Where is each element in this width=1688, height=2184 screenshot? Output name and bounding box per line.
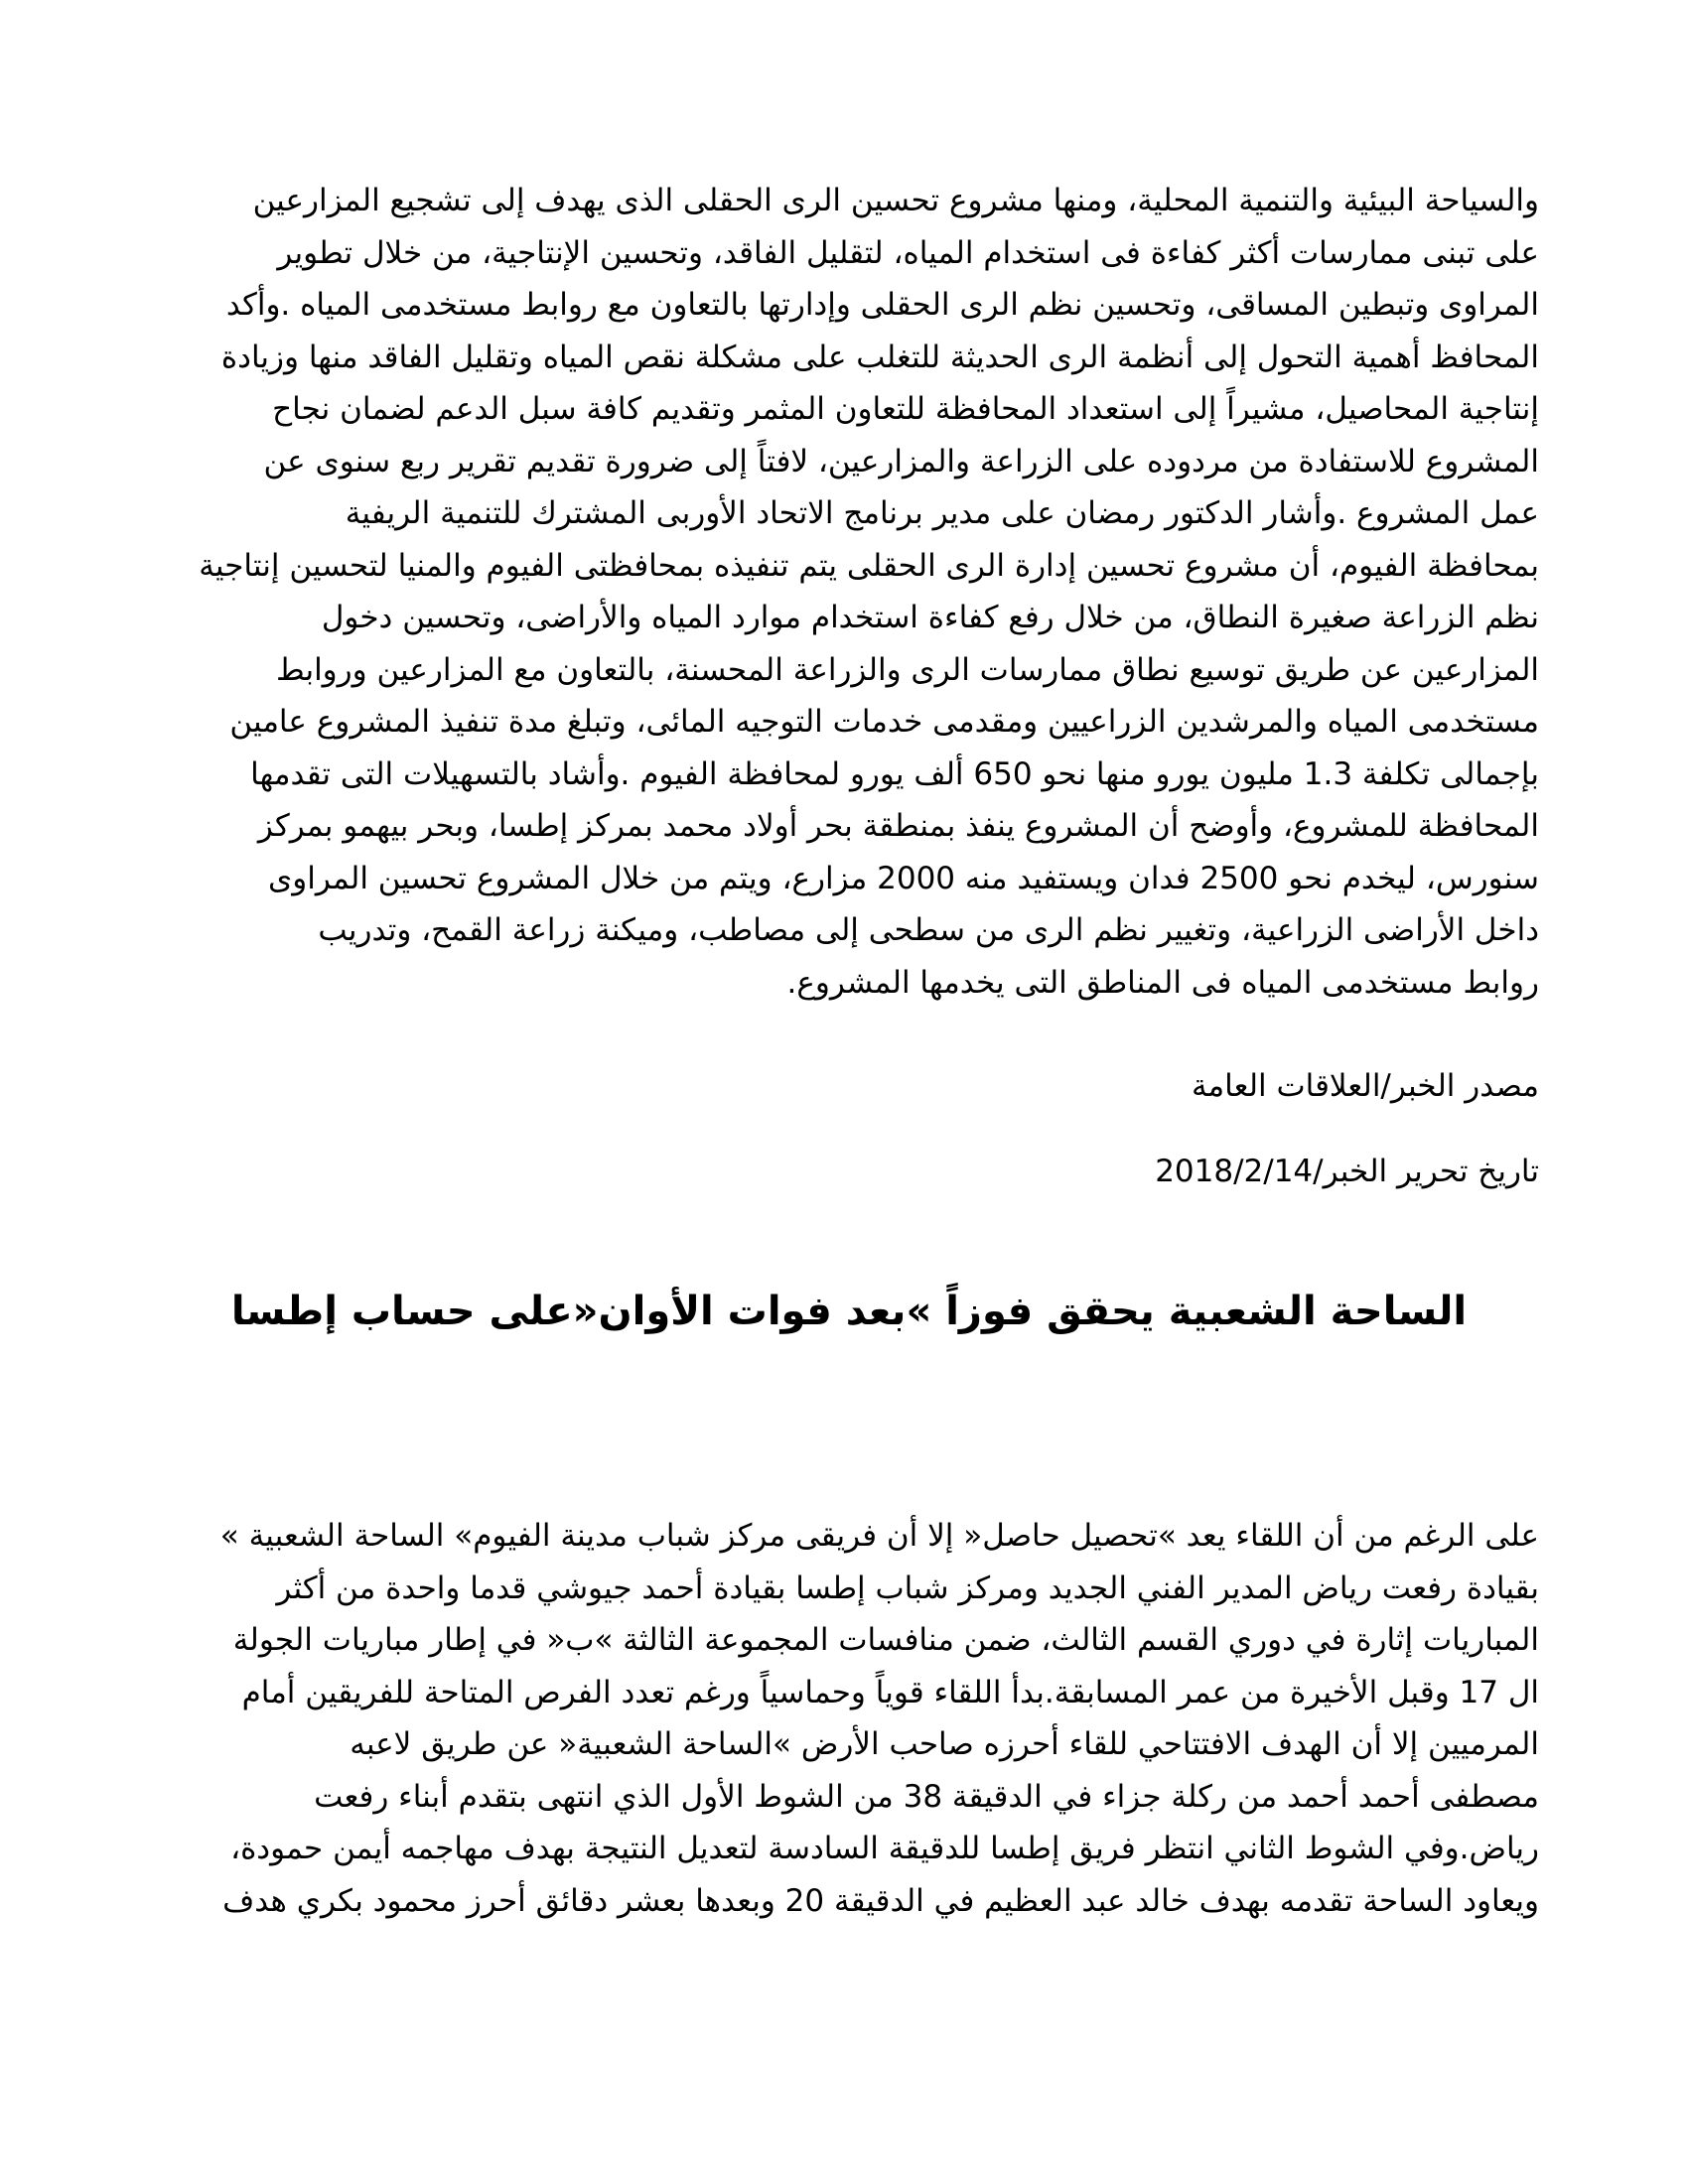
text-line: على تبنى ممارسات أكثر كفاءة فى استخدام المياه، لتقليل الفاقد، وتحسين الإنتاجية، من خلال تطوير	[277, 234, 1539, 271]
text-line: مستخدمى المياه والمرشدين الزراعيين ومقدمى خدمات التوجيه المائى، وتبلغ مدة تنفيذ المشروع عامين	[229, 704, 1539, 740]
text-line: المراوى وتبطين المساقى، وتحسين نظم الرى الحقلى وإدارتها بالتعاون مع روابط مستخدمى المياه .وأكد	[225, 287, 1539, 323]
text-line: والسياحة البيئية والتنمية المحلية، ومنها مشروع تحسين الرى الحقلى الذى يهدف إلى تشجيع المزارعين	[252, 183, 1539, 218]
text-line: المزارعين عن طريق توسيع نطاق ممارسات الرى والزراعة المحسنة، بالتعاون مع المزارعين وروابط	[276, 651, 1539, 688]
text-line: المحافظة للمشروع، وأوضح أن المشروع ينفذ بمنطقة بحر أولاد محمد بمركز إطسا، وبحر بيهمو بمركز	[257, 808, 1539, 844]
text-line: ال 17 وقبل الأخيرة من عمر المسابقة.بدأ اللقاء قوياً وحماسياً ورغم تعدد الفرص المتاحة للفريقين أمام	[241, 1674, 1539, 1710]
text-line: ويعاود الساحة تقدمه بهدف خالد عبد العظيم في الدقيقة 20 وبعدها بعشر دقائق أحرز محمود بكري هدف	[222, 1882, 1539, 1919]
news-date-line: تاريخ تحرير الخبر/2018/2/14	[1155, 1153, 1539, 1189]
text-line: روابط مستخدمى المياه فى المناطق التى يخدمها المشروع.	[786, 964, 1539, 1001]
text-line: نظم الزراعة صغيرة النطاق، من خلال رفع كفاءة استخدام موارد المياه والأراضى، وتحسين دخول	[321, 600, 1539, 635]
text-line: داخل الأراضى الزراعية، وتغيير نظم الرى من سطحى إلى مصاطب، وميكنة زراعة القمح، وتدريب	[318, 912, 1539, 948]
text-line: بقيادة رفعت رياض المدير الفني الجديد ومركز شباب إطسا بقيادة أحمد جيوشي قدما واحدة من أكثر	[276, 1570, 1539, 1606]
article-headline: الساحة الشعبية يحقق فوزاً »بعد فوات الأوان«على حساب إطسا	[230, 1289, 1468, 1334]
text-line: بإجمالى تكلفة 1.3 مليون يورو منها نحو 650 ألف يورو لمحافظة الفيوم .وأشاد بالتسهيلات التى تقدمها	[250, 755, 1539, 792]
text-line: المباريات إثارة في دوري القسم الثالث، ضمن منافسات المجموعة الثالثة »ب« في إطار مباريات الجولة	[232, 1622, 1539, 1658]
text-line: رياض.وفي الشوط الثاني انتظر فريق إطسا للدقيقة السادسة لتعديل النتيجة بهدف مهاجمه أيمن حمودة،	[230, 1831, 1539, 1866]
intro-paragraph	[159, 175, 1539, 1009]
text-line: على الرغم من أن اللقاء يعد »تحصيل حاصل« إلا أن فريقى مركز شباب مدينة الفيوم» الساحة الشعبية »	[219, 1518, 1539, 1554]
text-line: المرميين إلا أن الهدف الافتتاحي للقاء أحرزه صاحب الأرض »الساحة الشعبية« عن طريق لاعبه	[350, 1726, 1539, 1762]
text-line: المحافظ أهمية التحول إلى أنظمة الرى الحديثة للتغلب على مشكلة نقص المياه وتقليل الفاقد منها وزيادة	[220, 339, 1539, 375]
text-line: سنورس، ليخدم نحو 2500 فدان ويستفيد منه 2000 مزارع، ويتم من خلال المشروع تحسين المراوى	[268, 860, 1539, 896]
text-line: إنتاجية المحاصيل، مشيراً إلى استعداد المحافظة للتعاون المثمر وتقديم كافة سبل الدعم لضمان نجاح	[272, 391, 1539, 427]
news-source-line: مصدر الخبر/العلاقات العامة	[1191, 1068, 1539, 1104]
text-line: بمحافظة الفيوم، أن مشروع تحسين إدارة الرى الحقلى يتم تنفيذه بمحافظتى الفيوم والمنيا لتحسين إنتاجية	[199, 547, 1539, 584]
text-line: مصطفى أحمد أحمد من ركلة جزاء في الدقيقة 38 من الشوط الأول الذي انتهى بتقدم أبناء رفعت	[314, 1778, 1539, 1815]
match-report-paragraph	[159, 1510, 1539, 1927]
text-line: عمل المشروع .وأشار الدكتور رمضان على مدير برنامج الاتحاد الأوربى المشترك للتنمية الريفية	[345, 495, 1539, 531]
text-line: المشروع للاستفادة من مردوده على الزراعة والمزارعين، لافتاً إلى ضرورة تقديم تقرير ربع سنوى عن	[263, 443, 1539, 479]
